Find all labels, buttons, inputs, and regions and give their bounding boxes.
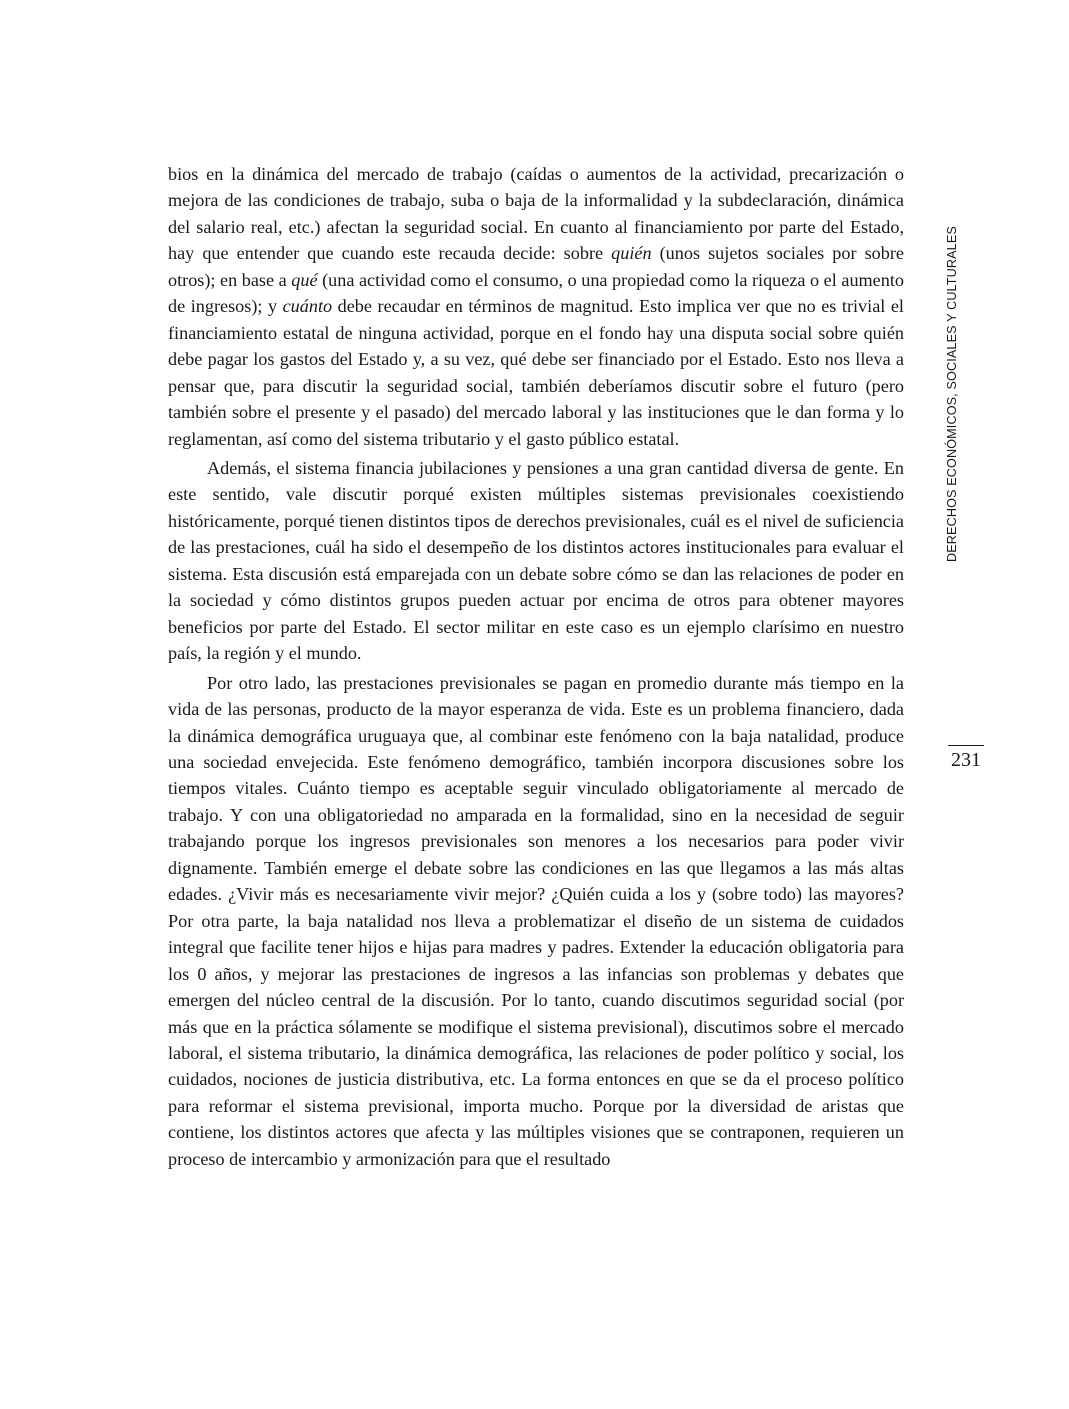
- paragraph-1-text-b: (unos sujetos sociales por sobre otros); en base a: [168, 243, 904, 290]
- body-text: [168, 161, 904, 1175]
- paragraph-1-text-c: (una actividad como el consumo, o una propiedad como la riqueza o el aumento de ingresos); y: [168, 269, 904, 317]
- paragraph-3: Por otro lado, las prestaciones previsionales se pagan en promedio durante más tiempo en la vida de las personas, producto de la mayor esperanza de vida. Este es un problema financiero, dada la dinámica demográfica uruguaya que, al combinar este fenómeno con la baja natalidad, produce una sociedad envejecida. Este fenómeno demográfico, también incorpora discusiones sobre los tiempos vitales. Cuánto tiempo es aceptable seguir vinculado obligatoriamente al mercado de trabajo. Y con una obligatoriedad no amparada en la formalidad, sino en la necesidad de seguir trabajando porque los ingresos previsionales son menores a los necesarios para poder vivir dignamente. También emerge el debate sobre las condiciones en las que llegamos a las más altas edades. ¿Vivir más es necesariamente vivir mejor? ¿Quién cuida a los y (sobre todo) las mayores? Por otra parte, la baja natalidad nos lleva a problematizar el diseño de un sistema de cuidados integral que facilite tener hijos e hijas para madres y padres. Extender la educación obligatoria para los 0 años, y mejorar las prestaciones de ingresos a las infancias son problemas y debates que emergen del núcleo central de la discusión. Por lo tanto, cuando discutimos seguridad social (por más que en la práctica sólamente se modifique el sistema previsional), discutimos sobre el mercado laboral, el sistema tributario, la dinámica demográfica, las relaciones de poder político y social, los cuidados, nociones de justicia distributiva, etc. La forma entonces en que se da el proceso político para reformar el sistema previsional, importa mucho. Porque por la diversidad de aristas que contiene, los distintos actores que afecta y las múltiples visiones que se contraponen, requieren un proceso de intercambio y armonización para que el resultado: [168, 672, 904, 1169]
- page-number-rule: [948, 745, 984, 746]
- page-number: 231: [951, 749, 981, 771]
- running-head: DERECHOS ECONÓMICOS, SOCIALES Y CULTURALES: [945, 226, 959, 562]
- paragraph-1-text-a: bios en la dinámica del mercado de trabajo (caídas o aumentos de la actividad, precarización o mejora de las condiciones de trabajo, suba o baja de la informalidad y la subdeclaración, dinámica del salario real, etc.) afectan la seguridad social. En cuanto al financiamiento por parte del Estado, hay que entender que cuando este recauda decide: sobre: [168, 164, 904, 264]
- paragraph-1-text-d: debe recaudar en términos de magnitud. Esto implica ver que no es trivial el financiamiento estatal de ninguna actividad, porque en el fondo hay una disputa social sobre quién debe pagar los gastos del Estado y, a su vez, qué debe ser financiado por el Estado. Esto nos lleva a pensar que, para discutir la seguridad social, también deberíamos discutir sobre el futuro (pero también sobre el presente y el pasado) del mercado laboral y las instituciones que le dan forma y lo reglamentan, así como del sistema tributario y el gasto público estatal.: [168, 296, 904, 449]
- emphasis-que: qué: [291, 269, 318, 290]
- emphasis-quien: quién: [611, 243, 652, 264]
- emphasis-cuanto: cuánto: [282, 296, 333, 317]
- paragraph-1: [168, 161, 904, 452]
- paragraph-2: Además, el sistema financia jubilaciones y pensiones a una gran cantidad diversa de gente. En este sentido, vale discutir porqué existen múltiples sistemas previsionales coexistiendo históricamente, porqué tienen distintos tipos de derechos previsionales, cuál es el nivel de suficiencia de las prestaciones, cuál ha sido el desempeño de los distintos actores institucionales para evaluar el sistema. Esta discusión está emparejada con un debate sobre cómo se dan las relaciones de poder en la sociedad y cómo distintos grupos pueden actuar por encima de otros para obtener mayores beneficios por parte del Estado. El sector militar en este caso es un ejemplo clarísimo en nuestro país, la región y el mundo.: [168, 457, 904, 664]
